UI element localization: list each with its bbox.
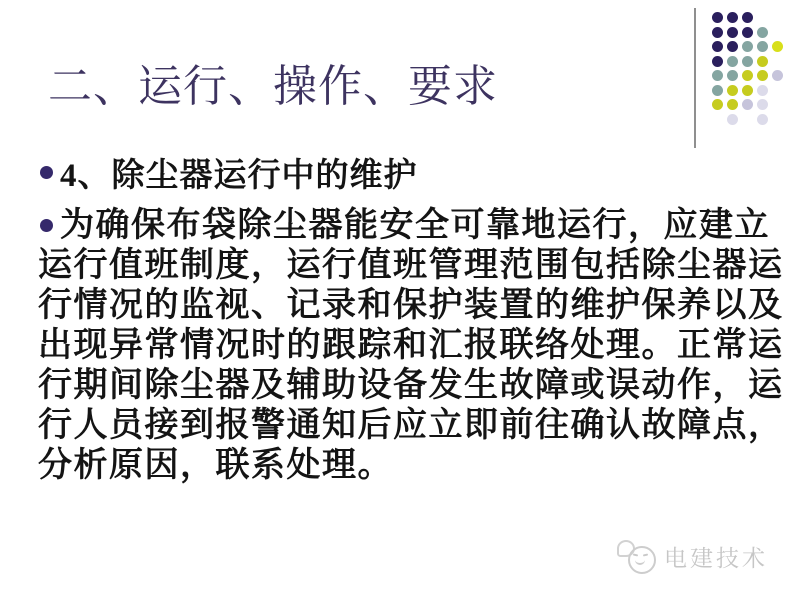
decorative-dot	[712, 85, 723, 96]
decorative-dot	[757, 27, 768, 38]
decorative-dot	[712, 70, 723, 81]
decorative-dot	[712, 27, 723, 38]
watermark-text: 电建技术	[664, 545, 768, 571]
paragraph-line: 行人员接到报警通知后应立即前往确认故障点，	[38, 407, 784, 444]
decorative-dot	[757, 99, 768, 110]
decorative-dot	[742, 12, 753, 23]
bullet-heading-text: 4、除尘器运行中的维护	[60, 157, 418, 194]
decorative-dot	[712, 12, 723, 23]
bullet-icon	[40, 219, 53, 232]
decorative-dot	[757, 114, 768, 125]
decorative-dot	[727, 70, 738, 81]
slide-title: 二、运行、操作、要求	[48, 62, 498, 111]
decorative-dot	[727, 12, 738, 23]
decorative-dot	[727, 56, 738, 67]
decorative-dot	[772, 41, 783, 52]
decorative-dot	[727, 99, 738, 110]
decorative-dot	[727, 114, 738, 125]
watermark	[614, 538, 768, 574]
bullet-icon	[40, 166, 53, 179]
bullet-heading-row	[40, 152, 418, 192]
decorative-dot	[757, 85, 768, 96]
decorative-dot	[742, 85, 753, 96]
decorative-dot	[727, 27, 738, 38]
decorative-dot	[742, 56, 753, 67]
publisher-smiley-logo-icon	[614, 538, 658, 574]
decorative-dot	[727, 85, 738, 96]
decorative-dot	[712, 99, 723, 110]
decorative-dot	[712, 56, 723, 67]
paragraph-line: 行情况的监视、记录和保护装置的维护保养以及	[38, 287, 784, 324]
decorative-dot	[742, 99, 753, 110]
decorative-dot	[712, 41, 723, 52]
paragraph-line: 运行值班制度，运行值班管理范围包括除尘器运	[38, 247, 784, 284]
paragraph-line: 出现异常情况时的跟踪和汇报联络处理。正常运	[38, 327, 784, 364]
decorative-dot	[742, 70, 753, 81]
decorative-dot	[742, 27, 753, 38]
decorative-dot	[757, 41, 768, 52]
decorative-dot	[742, 41, 753, 52]
decorative-vertical-rule	[694, 8, 696, 148]
decorative-dot	[757, 70, 768, 81]
paragraph-line	[38, 206, 784, 246]
paragraph-line: 分析原因，联系处理。	[38, 447, 393, 484]
paragraph-line: 行期间除尘器及辅助设备发生故障或误动作，运	[38, 367, 784, 404]
decorative-dot	[757, 56, 768, 67]
decorative-dot	[772, 70, 783, 81]
body-paragraph	[38, 206, 784, 486]
paragraph-line-text: 为确保布袋除尘器能安全可靠地运行，应建立	[60, 207, 770, 244]
decorative-dot	[727, 41, 738, 52]
